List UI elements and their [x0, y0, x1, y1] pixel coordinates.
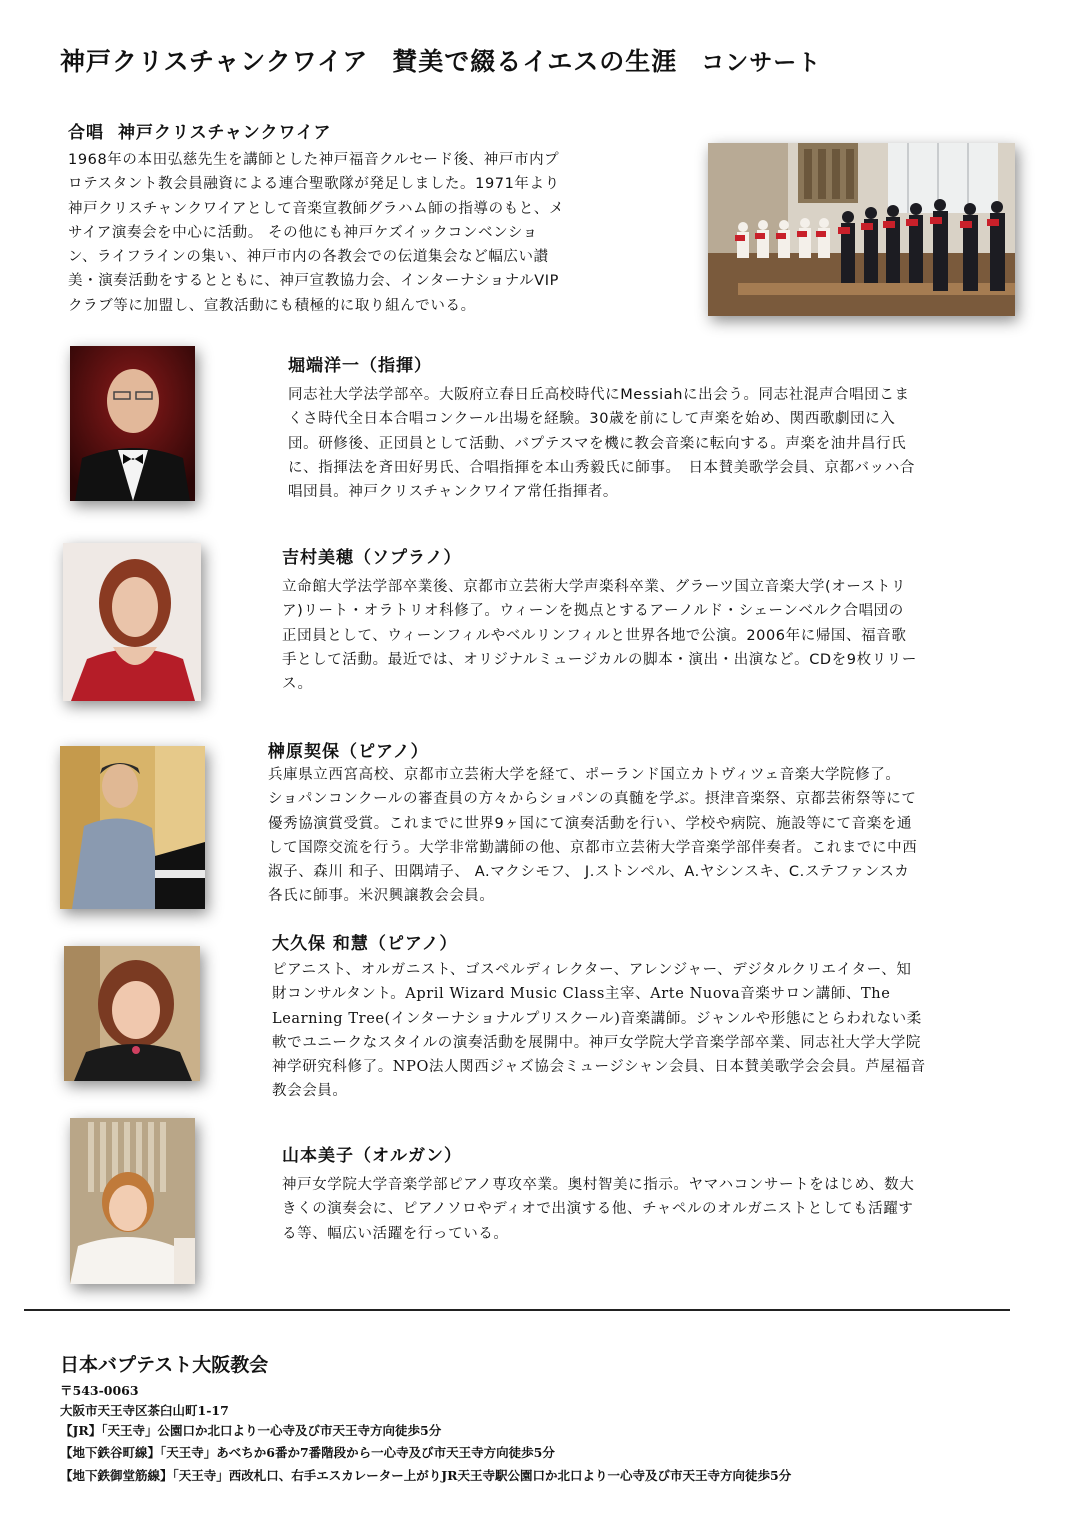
- text-line: きくの演奏会に、ピアノソロやディオで出演する他、チャペルのオルガニストとしても活躍す: [282, 1201, 914, 1218]
- title-concert-name: 賛美で綴るイエスの生涯: [392, 47, 678, 76]
- choir-name: 神戸クリスチャンクワイア: [118, 123, 332, 143]
- text-line: 手として活動。最近では、オリジナルミュージカルの脚本・演出・出演など。CDを9枚リリー: [282, 651, 918, 668]
- text-line: Learning Tree(インターナショナルプリスクール)音楽講師。ジャンルや形態にとらわれない柔: [272, 1010, 922, 1027]
- church-address: 大阪市天王寺区茶臼山町1-17: [60, 1403, 229, 1418]
- text-line: 唱団員。神戸クリスチャンクワイア常任指揮者。: [288, 484, 619, 501]
- footer-divider: [24, 1309, 1010, 1311]
- performer-bio: [272, 958, 1057, 1104]
- access-jr: 【JR】「天王寺」公園口か北口より一心寺及び市天王寺方向徒歩5分: [60, 1423, 442, 1438]
- postal-code: 〒543-0063: [60, 1383, 139, 1398]
- text-line: 同志社大学法学部卒。大阪府立春日丘高校時代にMessiahに出会う。同志社混声合唱団こま: [288, 387, 910, 403]
- access-tanimachi: 【地下鉄谷町線】「天王寺」あべちか6番か7番階段から一心寺及び市天王寺方向徒歩5分: [60, 1445, 555, 1460]
- text-line: 神学研究科修了。NPO法人関西ジャズ協会ミュージシャン会員、日本賛美歌学会会員。芦屋福音: [272, 1059, 926, 1076]
- text-line: くさ時代全日本合唱コンクール出場を経験。30歳を前にして声楽を始め、関西歌劇団に入: [288, 411, 896, 428]
- text-line: 団。研修後、正団員として活動、バプテスマを機に教会音楽に転向する。声楽を油井昌行氏: [288, 435, 907, 452]
- choir-heading: [68, 118, 331, 143]
- text-line: 財コンサルタント。April Wizard Music Class主宰、Arte Nuova音楽サロン講師、The: [272, 986, 891, 1003]
- performer-bio: [282, 575, 1052, 696]
- text-line: 淑子、森川 和子、田隅靖子、 A.マクシモフ、 J.ストンペル、A.ヤシンスキ、C.ステファンスカ: [268, 864, 910, 881]
- church-name: 日本バプテスト大阪教会: [60, 1354, 269, 1376]
- text-line: る等、幅広い活躍を行っている。: [282, 1225, 509, 1242]
- text-line: ス。: [282, 676, 313, 693]
- text-line: 教会会員。: [272, 1083, 348, 1100]
- title-suffix: コンサート: [701, 50, 822, 76]
- performer-name: 吉村美穂（ソプラノ）: [282, 548, 462, 568]
- performer-bio: [268, 763, 1058, 909]
- text-line: 1968年の本田弘慈先生を講師とした神戸福音クルセード後、神戸市内プ: [68, 152, 560, 168]
- text-line: ア)リート・オラトリオ科修了。ウィーンを拠点とするアーノルド・シェーンベルク合唱団の: [282, 603, 904, 620]
- performer-name: 大久保 和慧（ピアノ）: [272, 934, 458, 954]
- choir-role: 合唱: [68, 123, 104, 143]
- performer-bio: [288, 383, 1048, 504]
- soprano-photo: [63, 543, 201, 701]
- text-line: サイア演奏会を中心に活動。 その他にも神戸ケズイックコンベンショ: [68, 224, 538, 241]
- performer-bio: [282, 1173, 1052, 1246]
- performer-name: 榊原契保（ピアノ）: [268, 742, 429, 762]
- text-line: 正団員として、ウィーンフィルやベルリンフィルと世界各地で公演。2006年に帰国、福音歌: [282, 627, 907, 644]
- text-line: クラブ等に加盟し、宣教活動にも積極的に取り組んでいる。: [68, 297, 476, 314]
- text-line: 優秀協演賞受賞。これまでに世界9ヶ国にて演奏活動を行い、学校や病院、施設等にて音楽を通: [268, 815, 913, 832]
- text-line: 軟でユニークなスタイルの演奏活動を展開中。神戸女学院大学音楽学部卒業、同志社大学大学院: [272, 1034, 922, 1051]
- text-line: 神戸女学院大学音楽学部ピアノ専攻卒業。奥村智美に指示。ヤマハコンサートをはじめ、数大: [282, 1177, 915, 1193]
- text-line: ロテスタント教会員融資による連合聖歌隊が発足しました。1971年より: [68, 176, 560, 193]
- choir-description: [68, 148, 668, 318]
- pianist-organist-photo: [64, 946, 200, 1081]
- text-line: 神戸クリスチャンクワイアとして音楽宣教師グラハム師の指導のもと、メ: [68, 200, 565, 217]
- access-midosuji: 【地下鉄御堂筋線】「天王寺」西改札口、右手エスカレーター上がりJR天王寺駅公園口か北口より一心寺及び市天王寺方向徒歩5分: [60, 1468, 792, 1483]
- text-line: ン、ライフラインの集い、神戸市内の各教会での伝道集会など幅広い讃: [68, 249, 549, 266]
- text-line: 各氏に師事。米沢興譲教会会員。: [268, 888, 495, 905]
- pianist-photo: [60, 746, 205, 909]
- text-line: 美・演奏活動をするとともに、神戸宣教協力会、インターナショナルVIP: [68, 273, 559, 290]
- text-line: ピアニスト、オルガニスト、ゴスペルディレクター、アレンジャー、デジタルクリエイター、知: [272, 962, 912, 978]
- page-title: [60, 42, 821, 78]
- conductor-photo: [70, 346, 195, 501]
- choir-photo: [708, 143, 1015, 316]
- text-line: して国際交流を行う。大学非常勤講師の他、京都市立芸術大学音楽学部伴奏者。これまでに中西: [268, 839, 918, 856]
- performer-name: 堀端洋一（指揮）: [288, 356, 432, 376]
- text-line: 兵庫県立西宮高校、京都市立芸術大学を経て、ポーランド国立カトヴィツェ音楽大学院修了。: [268, 767, 901, 783]
- title-choir-name: 神戸クリスチャンクワイア: [60, 47, 369, 76]
- organist-photo: [70, 1118, 195, 1284]
- performer-name: 山本美子（オルガン）: [282, 1146, 462, 1166]
- text-line: 立命館大学法学部卒業後、京都市立芸術大学声楽科卒業、グラーツ国立音楽大学(オーストリ: [282, 579, 907, 595]
- text-line: ショパンコンクールの審査員の方々からショパンの真髄を学ぶ。摂津音楽祭、京都芸術祭等にて: [268, 791, 917, 808]
- text-line: に、指揮法を斉田好男氏、合唱指揮を本山秀毅氏に師事。 日本賛美歌学会員、京都バッハ合: [288, 459, 915, 476]
